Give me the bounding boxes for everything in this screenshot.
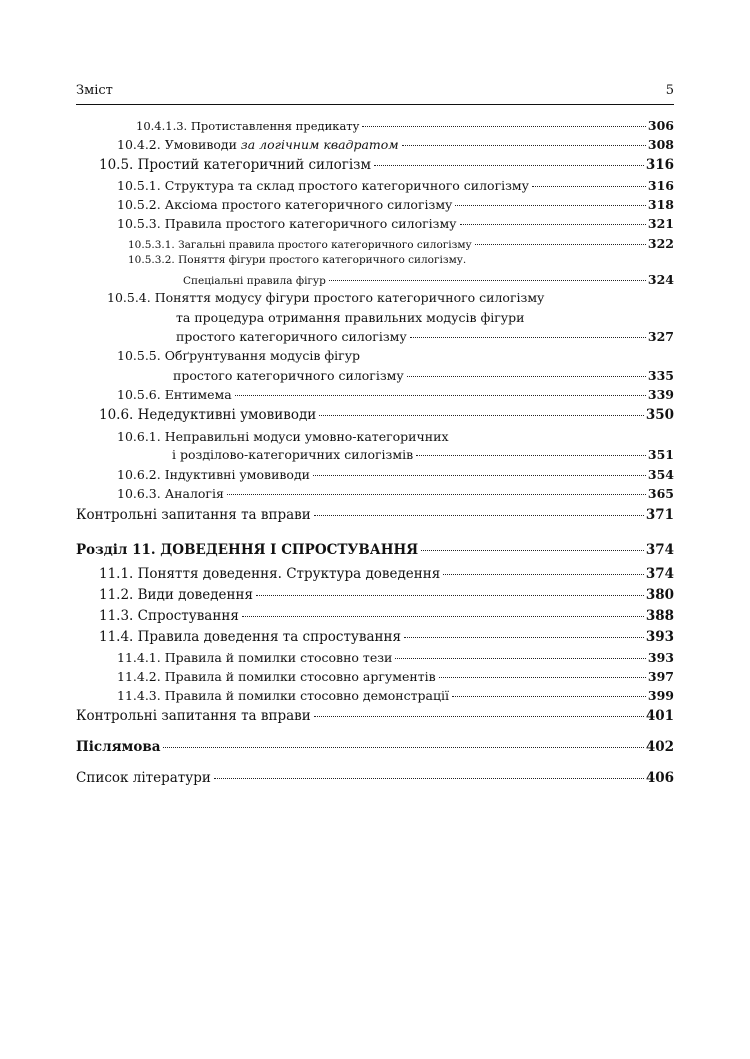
toc-entry-title: 10.5.5. Обґрунтування модусів фігур: [117, 348, 361, 363]
dot-leader: [439, 677, 646, 678]
toc-entry-title: 10.5.4. Поняття модусу фігури простого категоричного силогізму: [107, 290, 545, 305]
toc-entry-title: 10.5.3. Правила простого категоричного силогізму: [117, 216, 457, 231]
toc-entry-page: 402: [645, 739, 674, 755]
toc-entry-page: 365: [647, 486, 674, 501]
toc-entry-page: 324: [647, 272, 674, 287]
toc-entry-title: 10.4.1.3. Протиставлення предикату: [136, 119, 360, 133]
toc-entry-title-continuation: простого категоричного силогізму: [173, 368, 404, 383]
toc-entry-title: 10.4.2. Умовиводи за логічним квадратом: [117, 137, 399, 152]
toc-entry-title: 11.4. Правила доведення та спростування: [99, 629, 402, 645]
toc-entry-page: 351: [647, 447, 674, 462]
toc-entry-page: 399: [647, 688, 674, 703]
dot-leader: [242, 616, 644, 617]
dot-leader: [475, 244, 646, 245]
toc-entry-page: 350: [645, 407, 674, 423]
dot-leader: [455, 205, 646, 206]
toc-entry-title: 10.5.3.1. Загальні правила простого категоричного силогізму: [128, 239, 472, 251]
toc-entry-title-continuation: і розділово-категоричних силогізмів: [172, 447, 414, 462]
toc-entry-title: 10.6.2. Індуктивні умовиводи: [117, 467, 310, 482]
toc-entry-title-continuation: та процедура отримання правильних модусів фігури: [176, 310, 525, 325]
toc-entry-page: 316: [645, 157, 674, 173]
dot-leader: [443, 574, 644, 575]
toc-entry-title: 10.6.1. Неправильні модуси умовно-категоричних: [117, 429, 449, 444]
toc-entry-title-continuation: Спеціальні правила фігур: [183, 275, 326, 287]
toc-entry-title: 10.5.3.2. Поняття фігури простого категоричного силогізму.: [128, 254, 467, 266]
dot-leader: [460, 224, 646, 225]
dot-leader: [402, 145, 646, 146]
dot-leader: [452, 696, 646, 697]
toc-entry-title: 10.5.1. Структура та склад простого категоричного силогізму: [117, 178, 530, 193]
dot-leader: [532, 186, 646, 187]
dot-leader: [421, 550, 644, 551]
dot-leader: [314, 716, 644, 717]
toc-entry-page: 321: [647, 216, 674, 231]
toc-entry-title: 11.4.3. Правила й помилки стосовно демонстрації: [117, 688, 449, 703]
toc-entry-title: 10.5.6. Ентимема: [117, 387, 232, 402]
toc-entry-title-continuation: простого категоричного силогізму: [176, 329, 407, 344]
toc-chapter-title: Розділ 11. ДОВЕДЕННЯ І СПРОСТУВАННЯ: [76, 542, 419, 558]
toc-entry-title: 11.4.2. Правила й помилки стосовно аргументів: [117, 669, 436, 684]
toc-entry-page: 380: [645, 587, 674, 603]
toc-entry-page: 406: [645, 770, 674, 786]
toc-entry-page: 388: [645, 608, 674, 624]
toc-entry-page: 397: [647, 669, 674, 684]
dot-leader: [214, 778, 644, 779]
dot-leader: [313, 475, 646, 476]
toc-entry-title: Контрольні запитання та вправи: [76, 507, 311, 523]
toc-entry-title: 10.5. Простий категоричний силогізм: [99, 157, 372, 173]
toc-entry-page: 354: [647, 467, 674, 482]
toc-entry-title: 11.2. Види доведення: [99, 587, 254, 603]
dot-leader: [235, 395, 646, 396]
dot-leader: [416, 455, 646, 456]
dot-leader: [395, 658, 646, 659]
toc-entry-title: 11.4.1. Правила й помилки стосовно тези: [117, 650, 393, 665]
toc-entry-page: 374: [645, 566, 674, 582]
toc-entry-page: 335: [647, 368, 674, 383]
dot-leader: [404, 637, 644, 638]
running-header-title: Зміст: [76, 83, 113, 98]
toc-entry-page: 318: [647, 197, 674, 212]
dot-leader: [410, 337, 646, 338]
page-number: 5: [665, 83, 674, 98]
toc-entry-title: 10.6.3. Аналогія: [117, 486, 224, 501]
dot-leader: [362, 126, 645, 127]
toc-entry-title: 10.5.2. Аксіома простого категоричного силогізму: [117, 197, 453, 212]
toc-entry-title: 11.1. Поняття доведення. Структура доведення: [99, 566, 441, 582]
dot-leader: [314, 515, 644, 516]
toc-entry-page: 322: [647, 236, 674, 251]
toc-entry-title: Список літератури: [76, 770, 211, 786]
toc-entry-page: 306: [647, 118, 674, 133]
toc-entry-page: 393: [647, 650, 674, 665]
dot-leader: [163, 747, 643, 748]
dot-leader: [227, 494, 646, 495]
toc-entry-title: Контрольні запитання та вправи: [76, 708, 311, 724]
toc-entry-title: 11.3. Спростування: [99, 608, 239, 624]
toc-entry-title: Післямова: [76, 739, 161, 755]
toc-entry-title-emphasis: за логічним квадратом: [240, 137, 399, 152]
toc-entry-page: 374: [645, 542, 674, 558]
toc-entry-page: 401: [645, 708, 674, 724]
page-header: [76, 80, 674, 105]
dot-leader: [256, 595, 644, 596]
dot-leader: [319, 415, 644, 416]
toc-entry-page: 327: [647, 329, 674, 344]
dot-leader: [374, 165, 644, 166]
toc-entry-page: 371: [645, 507, 674, 523]
toc-entry-title: 10.6. Недедуктивні умовиводи: [99, 407, 317, 423]
toc-entry-page: 308: [647, 137, 674, 152]
toc-entry-page: 316: [647, 178, 674, 193]
toc-entry-page: 393: [645, 629, 674, 645]
dot-leader: [407, 376, 646, 377]
dot-leader: [329, 280, 646, 281]
toc-entry-page: 339: [647, 387, 674, 402]
